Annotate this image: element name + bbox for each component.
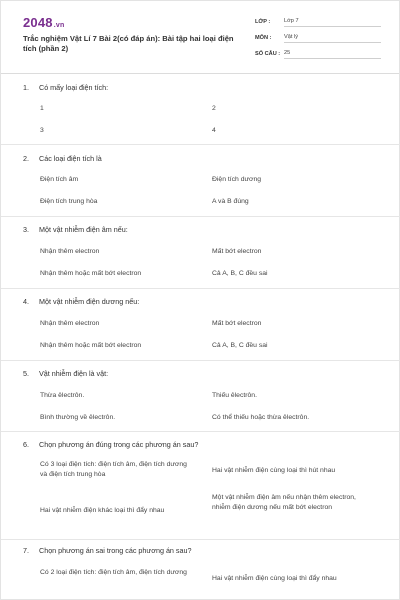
worksheet-title: Trắc nghiệm Vật Lí 7 Bài 2(có đáp án): Bài tập hai loại điện tích (phần 2) (23, 34, 234, 53)
option-c[interactable]: Hai vật nhiễm điện khác loại thì đẩy nhau (40, 507, 165, 514)
question-stem: Các loại điện tích là (39, 154, 102, 163)
question-divider (1, 144, 400, 145)
option-d[interactable]: 4 (212, 127, 216, 134)
option-c[interactable]: Nhận thêm hoặc mất bớt electron (40, 342, 142, 349)
question-divider (1, 216, 400, 217)
meta-count-value: 25 (284, 50, 381, 59)
option-d[interactable]: A và B đúng (212, 198, 249, 205)
question-divider (1, 288, 400, 289)
option-a[interactable]: Có 2 loại điện tích: điện tích âm, điện tích dương (40, 569, 187, 576)
option-b[interactable]: 2 (212, 105, 216, 112)
option-b[interactable]: Hai vật nhiễm điện cùng loại thì đẩy nhau (212, 575, 337, 582)
option-a[interactable]: Nhận thêm electron (40, 248, 100, 255)
worksheet-meta (255, 13, 381, 61)
option-c[interactable]: Nhận thêm hoặc mất bớt electron (40, 270, 142, 277)
option-a[interactable]: Điện tích âm (40, 176, 79, 183)
meta-count-row (255, 45, 381, 59)
option-a[interactable]: Nhận thêm electron (40, 320, 100, 327)
question-number: 2. (23, 154, 29, 163)
question-number: 6. (23, 440, 29, 449)
question-text (23, 369, 108, 378)
meta-class-label: LỚP : (255, 19, 271, 25)
site-logo[interactable] (23, 15, 64, 30)
question-text (23, 440, 198, 449)
question-text (23, 546, 192, 555)
option-b[interactable]: Mất bớt electron (212, 248, 262, 255)
option-c[interactable]: 3 (40, 127, 44, 134)
meta-class-row (255, 13, 381, 27)
question-number: 1. (23, 83, 29, 92)
option-c[interactable]: Bình thường về êlectrôn. (40, 414, 116, 421)
logo-suffix: .vn (53, 22, 65, 29)
option-d[interactable]: Cả A, B, C đều sai (212, 342, 268, 349)
question-number: 3. (23, 225, 29, 234)
meta-subject-value: Vật lý (284, 34, 381, 43)
option-d[interactable]: Một vật nhiễm điện âm nếu nhận thêm electron, nhiễm điện dương nếu mất bớt electron (212, 494, 356, 511)
option-d[interactable]: Cả A, B, C đều sai (212, 270, 268, 277)
option-b[interactable]: Điện tích dương (212, 176, 262, 183)
question-divider (1, 539, 400, 540)
meta-subject-row (255, 29, 381, 43)
question-number: 7. (23, 546, 29, 555)
question-number: 4. (23, 297, 29, 306)
question-stem: Một vật nhiễm điện âm nếu: (39, 225, 128, 234)
question-divider (1, 431, 400, 432)
question-stem: Vật nhiễm điện là vật: (39, 369, 109, 378)
question-divider (1, 360, 400, 361)
worksheet-header (1, 1, 399, 74)
question-text (23, 83, 108, 92)
question-stem: Có mấy loại điện tích: (39, 83, 109, 92)
option-d[interactable]: Có thể thiếu hoặc thừa êlectrôn. (212, 414, 310, 421)
option-c[interactable]: Điện tích trung hòa (40, 198, 98, 205)
question-text (23, 225, 128, 234)
logo-main: 2048 (23, 15, 53, 30)
option-a[interactable]: 1 (40, 105, 44, 112)
meta-subject-label: MÔN : (255, 35, 272, 41)
question-stem: Chọn phương án sai trong các phương án sau? (39, 546, 192, 555)
meta-class-value: Lớp 7 (284, 18, 381, 27)
question-text (23, 154, 102, 163)
option-b[interactable]: Mất bớt electron (212, 320, 262, 327)
option-a[interactable]: Có 3 loại điện tích: điện tích âm, điện tích dương và điện tích trung hòa (40, 461, 187, 478)
option-b[interactable]: Thiếu êlectrôn. (212, 392, 257, 399)
question-stem: Chọn phương án đúng trong các phương án sau? (39, 440, 199, 449)
option-a[interactable]: Thừa êlectrôn. (40, 392, 85, 399)
question-text (23, 297, 139, 306)
question-number: 5. (23, 369, 29, 378)
option-b[interactable]: Hai vật nhiễm điện cùng loại thì hút nhau (212, 467, 336, 474)
meta-count-label: SỐ CÂU : (255, 51, 281, 57)
question-stem: Một vật nhiễm điện dương nếu: (39, 297, 140, 306)
